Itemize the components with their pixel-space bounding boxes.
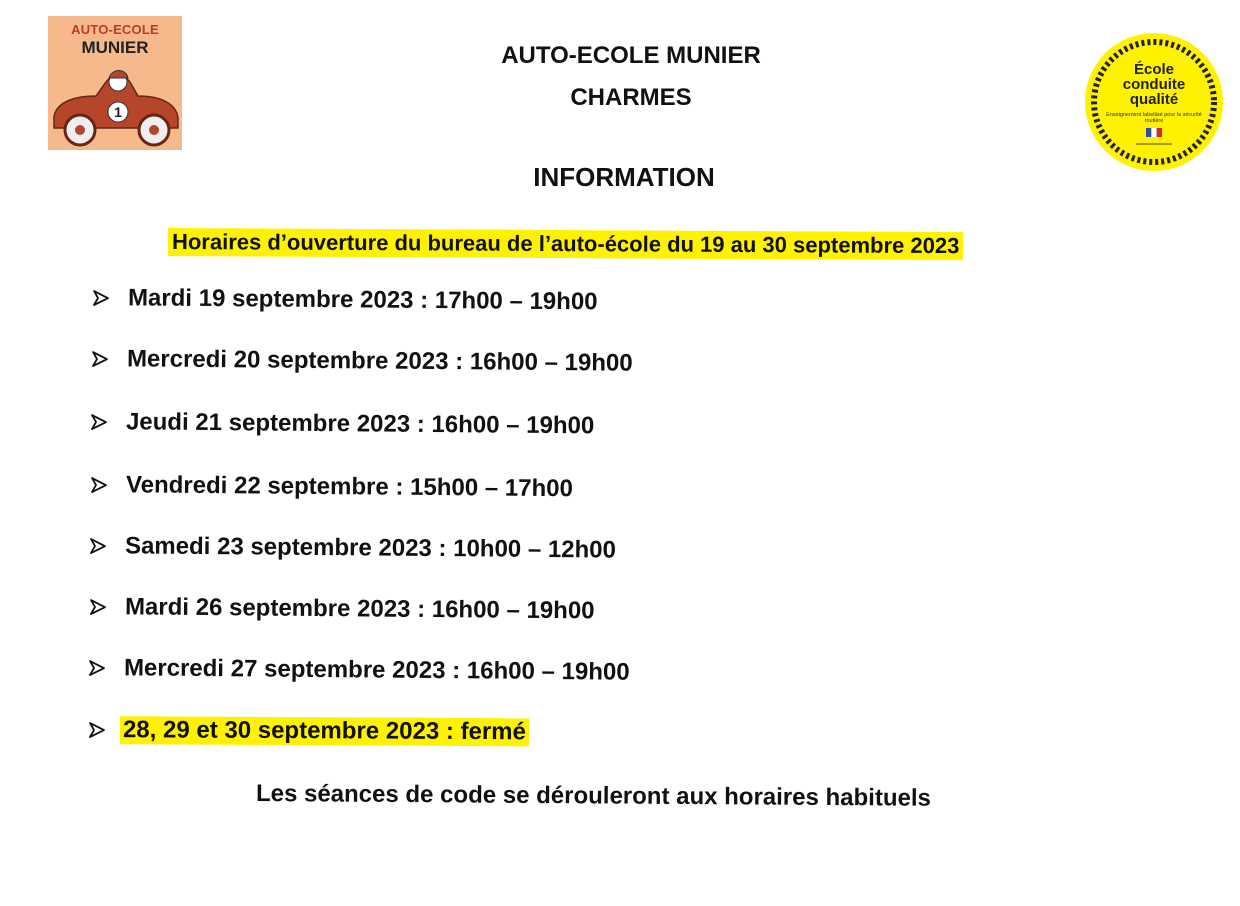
schedule-item — [90, 408, 595, 440]
schedule-item-closed — [88, 716, 529, 746]
arrow-bullet-icon — [92, 289, 110, 307]
logo-line-2: MUNIER — [81, 38, 149, 57]
arrow-bullet-icon — [89, 598, 107, 616]
city-name: CHARMES — [570, 84, 692, 111]
schedule-item — [91, 345, 633, 378]
arrow-bullet-icon — [91, 350, 109, 368]
schedule-item — [90, 471, 573, 503]
opening-hours-subtitle: Horaires d’ouverture du bureau de l’auto-école du 19 au 30 septembre 2023 — [168, 228, 964, 260]
arrow-bullet-icon — [89, 537, 107, 555]
seal-line-1: École — [1133, 61, 1175, 78]
schedule-item-text: Vendredi 22 septembre : 15h00 – 17h00 — [125, 471, 574, 503]
section-title: INFORMATION — [533, 162, 715, 192]
schedule-item — [92, 284, 598, 316]
schedule-item-text: Mercredi 27 septembre 2023 : 16h00 – 19h00 — [123, 654, 630, 686]
schedule-item — [89, 593, 595, 625]
arrow-bullet-icon — [90, 413, 108, 431]
schedule-item — [89, 532, 616, 565]
schedule-item-text: 28, 29 et 30 septembre 2023 : fermé — [120, 716, 529, 746]
schedule-item-text: Mardi 26 septembre 2023 : 16h00 – 19h00 — [124, 593, 595, 625]
schedule-item — [88, 654, 630, 687]
school-logo — [48, 16, 182, 150]
seal-tagline: Enseignement labellisé pour la sécurité routière — [1106, 112, 1202, 124]
footer-note: Les séances de code se dérouleront aux horaires habituels — [255, 780, 932, 812]
arrow-bullet-icon — [88, 721, 106, 739]
arrow-bullet-icon — [90, 476, 108, 494]
schedule-item-text: Samedi 23 septembre 2023 : 10h00 – 12h00 — [124, 532, 617, 564]
logo-line-1: AUTO-ECOLE — [71, 22, 159, 37]
schedule-item-text: Jeudi 21 septembre 2023 : 16h00 – 19h00 — [125, 408, 595, 440]
arrow-bullet-icon — [88, 659, 106, 677]
seal-title — [1084, 62, 1224, 107]
schedule-item-text: Mardi 19 septembre 2023 : 17h00 – 19h00 — [127, 284, 598, 316]
schedule-item-text: Mercredi 20 septembre 2023 : 16h00 – 19h00 — [126, 345, 633, 377]
seal-line-3: qualité — [1129, 91, 1179, 108]
seal-line-2: conduite — [1122, 76, 1186, 93]
school-name: AUTO-ECOLE MUNIER — [501, 42, 761, 69]
quality-seal — [1084, 32, 1224, 172]
car-number: 1 — [114, 104, 122, 120]
